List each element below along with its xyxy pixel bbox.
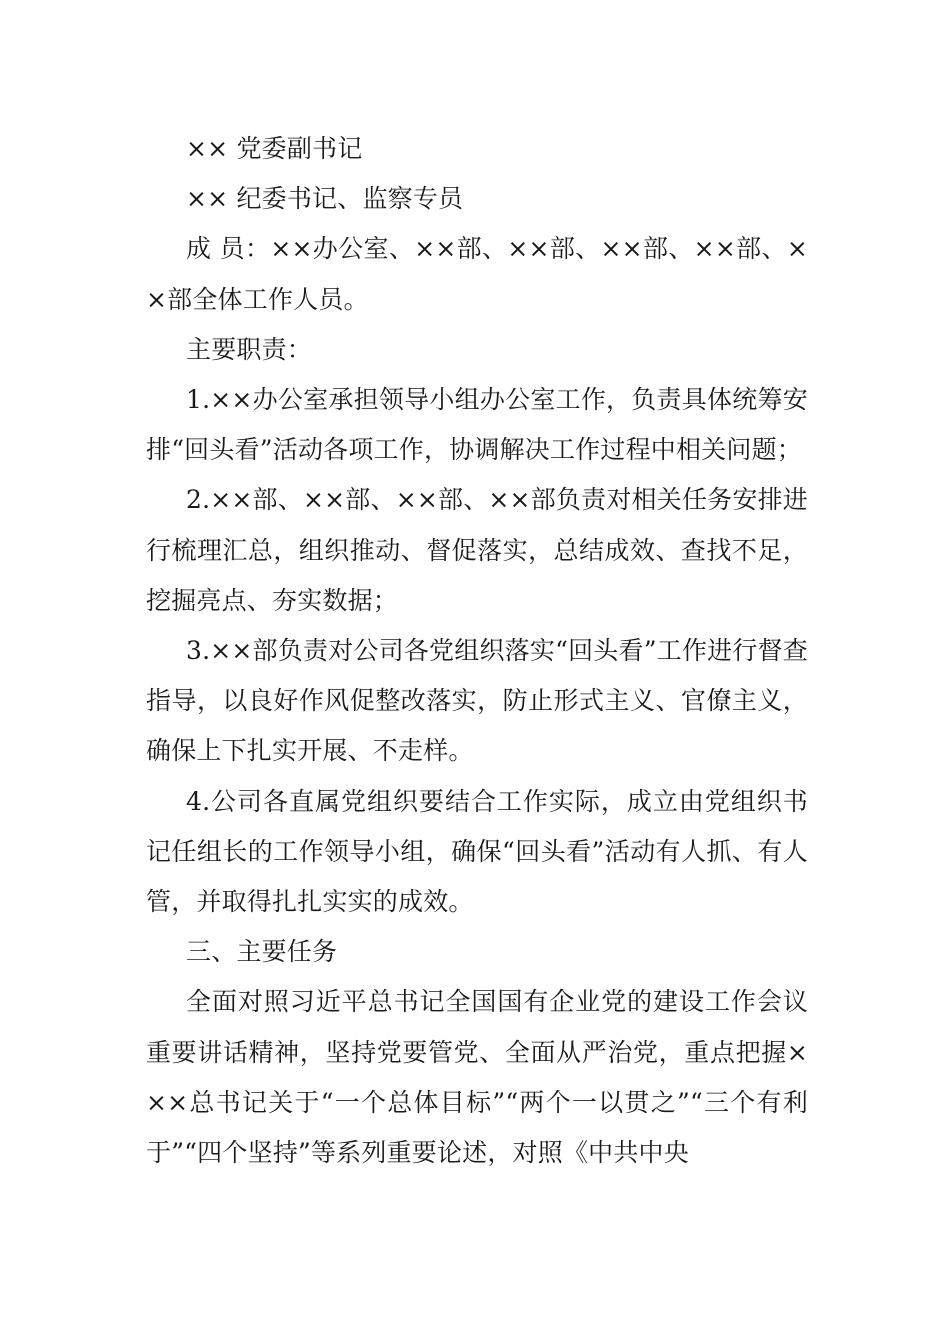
paragraph-members: 成 员：××办公室、××部、××部、××部、××部、××部全体工作人员。	[146, 234, 808, 314]
paragraph-main-tasks-body: 全面对照习近平总书记全国国有企业党的建设工作会议重要讲话精神，坚持党要管党、全面从严治党，重点把握×××总书记关于“一个总体目标”“两个一以贯之”“三个有利于”“四个坚持”等系列重要论述，对照《中共中央	[146, 987, 808, 1168]
paragraph-main-duties-heading: 主要职责：	[186, 334, 313, 364]
paragraph-duty-3: 3.××部负责对公司各党组织落实“回头看”工作进行督查指导，以良好作风促整改落实，防止形式主义、官僚主义，确保上下扎实开展、不走样。	[146, 636, 808, 766]
paragraph-duty-4: 4.公司各直属党组织要结合工作实际，成立由党组织书记任组长的工作领导小组，确保“回头看”活动有人抓、有人管，并取得扎扎实实的成效。	[146, 786, 808, 917]
paragraph-duty-2: 2.××部、××部、××部、××部负责对相关任务安排进行梳理汇总，组织推动、督促落实，总结成效、查找不足，挖掘亮点、夯实数据；	[146, 485, 808, 615]
document-body	[146, 124, 808, 1178]
section-heading-main-tasks: 三、主要任务	[186, 937, 338, 967]
paragraph-deputy-secretary: ×× 党委副书记	[186, 134, 363, 163]
paragraph-duty-1: 1.××办公室承担领导小组办公室工作，负责具体统筹安排“回头看”活动各项工作，协调解决工作过程中相关问题；	[146, 385, 808, 465]
paragraph-discipline-secretary: ×× 纪委书记、监察专员	[186, 184, 464, 214]
